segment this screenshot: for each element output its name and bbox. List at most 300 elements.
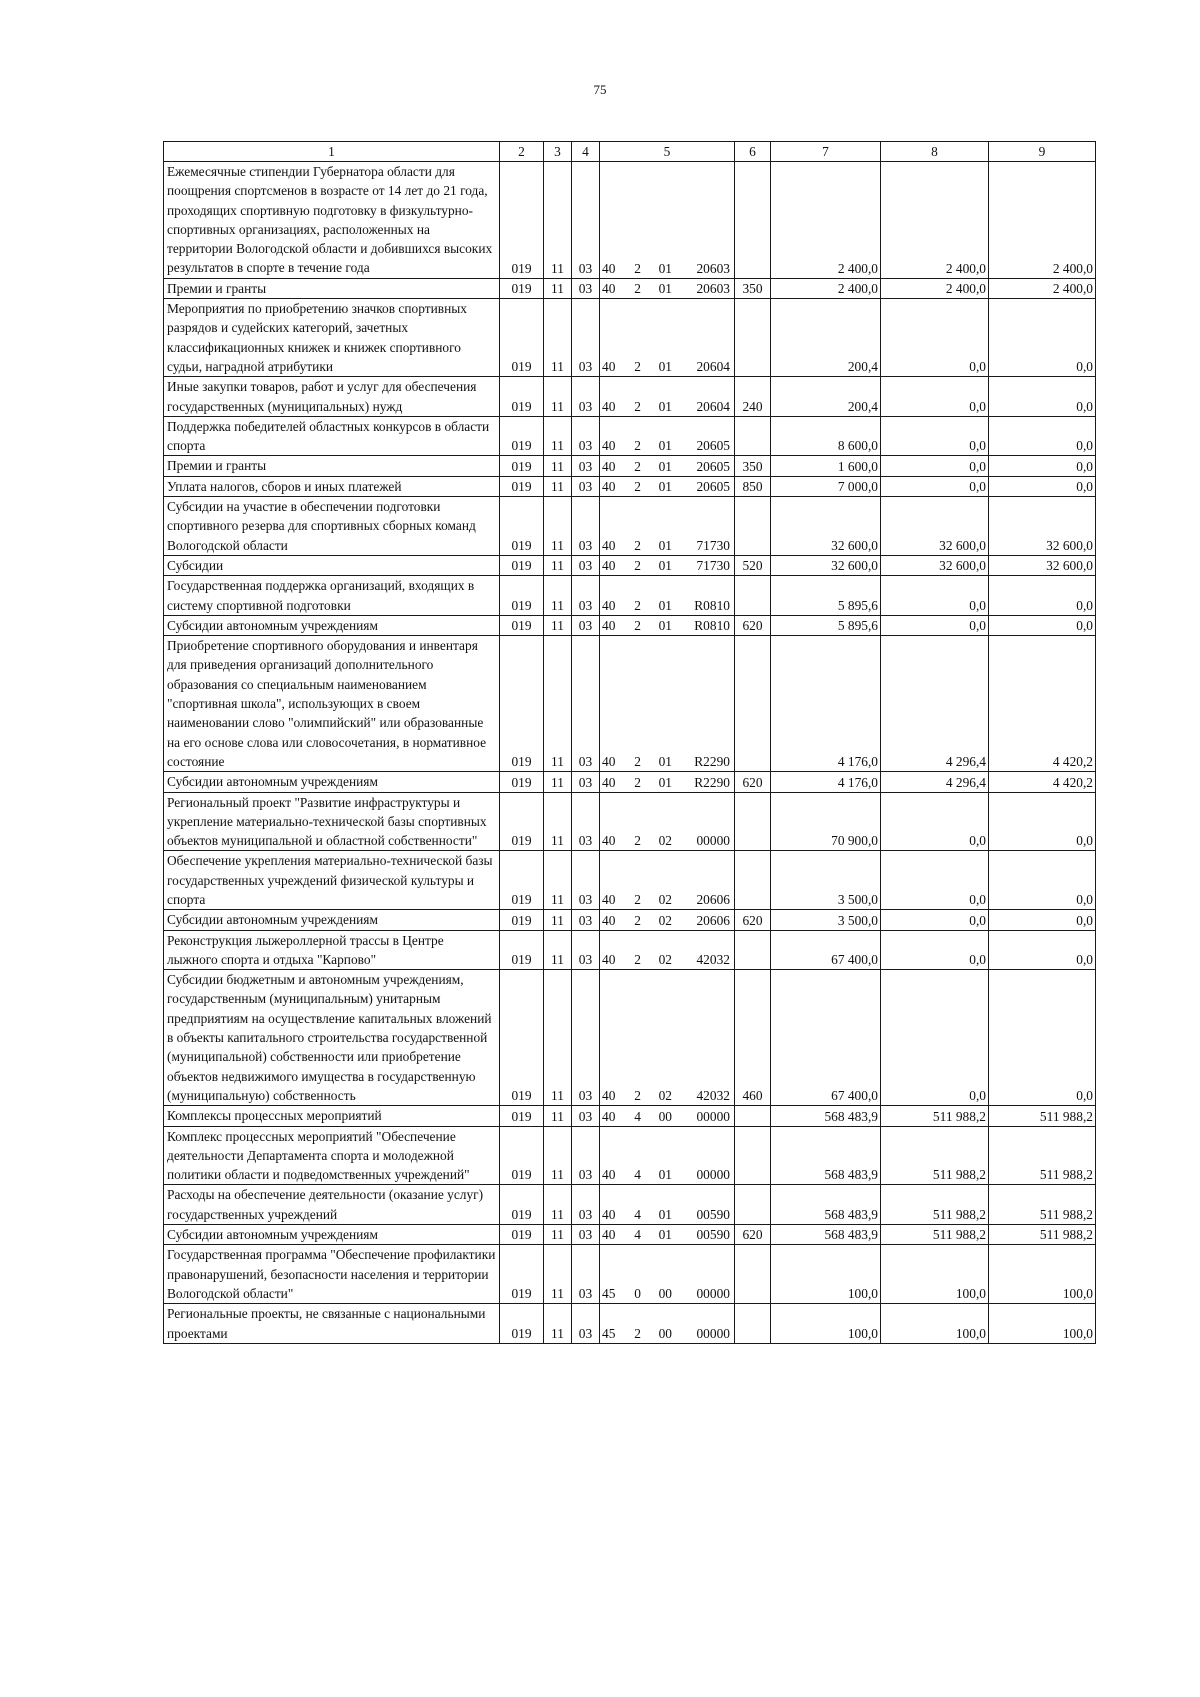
row-amount-col9: 0,0: [989, 576, 1096, 616]
row-section-code: 11: [544, 910, 572, 930]
row-target-code: [600, 1106, 735, 1126]
row-target-type: 2: [634, 754, 641, 770]
row-admin-code: 019: [500, 1106, 544, 1126]
row-expense-type: [735, 1185, 771, 1225]
page-number: 75: [593, 82, 607, 97]
row-amount-col9: 511 988,2: [989, 1126, 1096, 1185]
row-amount-col9: 0,0: [989, 930, 1096, 970]
row-section-code: 11: [544, 636, 572, 772]
table-row: [164, 1225, 1096, 1245]
header-col-2: 2: [500, 142, 544, 162]
row-admin-code: 019: [500, 456, 544, 476]
row-subsection-code: 03: [572, 576, 600, 616]
row-target-code: [600, 162, 735, 279]
table-row: [164, 1185, 1096, 1225]
row-amount-col8: 2 400,0: [881, 162, 989, 279]
table-body: [164, 162, 1096, 1344]
row-amount-col8: 0,0: [881, 792, 989, 851]
row-target-structure: 01: [658, 597, 672, 613]
row-target-structure: 01: [658, 558, 672, 574]
row-target-program: 40: [602, 398, 616, 414]
row-target-code: [600, 615, 735, 635]
row-amount-col8: 0,0: [881, 377, 989, 417]
row-target-direction: 20605: [696, 438, 730, 454]
row-amount-col9: 100,0: [989, 1304, 1096, 1344]
row-admin-code: 019: [500, 615, 544, 635]
row-target-program: 40: [602, 260, 616, 276]
row-target-structure: 00: [658, 1325, 672, 1341]
row-target-program: 40: [602, 754, 616, 770]
row-admin-code: 019: [500, 162, 544, 279]
header-col-9: 9: [989, 142, 1096, 162]
row-amount-col9: 0,0: [989, 377, 1096, 417]
row-target-structure: 01: [658, 618, 672, 634]
row-target-code: [600, 555, 735, 575]
row-expense-type: [735, 636, 771, 772]
row-description: Региональные проекты, не связанные с национальными проектами: [164, 1304, 500, 1344]
row-target-type: 2: [634, 774, 641, 790]
row-target-code: [600, 910, 735, 930]
row-target-structure: 01: [658, 754, 672, 770]
row-amount-col9: 0,0: [989, 970, 1096, 1106]
row-target-direction: 20603: [696, 260, 730, 276]
row-admin-code: 019: [500, 1126, 544, 1185]
row-subsection-code: 03: [572, 1304, 600, 1344]
row-target-program: 40: [602, 359, 616, 375]
table-row: [164, 792, 1096, 851]
row-amount-col7: 32 600,0: [771, 555, 881, 575]
row-amount-col9: 0,0: [989, 851, 1096, 910]
row-target-type: 2: [634, 359, 641, 375]
row-target-code: [600, 970, 735, 1106]
row-expense-type: 350: [735, 278, 771, 298]
table-row: [164, 1106, 1096, 1126]
row-target-structure: 02: [658, 833, 672, 849]
row-description: Субсидии: [164, 555, 500, 575]
row-amount-col8: 511 988,2: [881, 1185, 989, 1225]
row-amount-col7: 3 500,0: [771, 851, 881, 910]
row-target-type: 2: [634, 281, 641, 297]
row-amount-col7: 100,0: [771, 1245, 881, 1304]
row-target-type: 2: [634, 458, 641, 474]
table-row: [164, 299, 1096, 377]
row-amount-col9: 4 420,2: [989, 636, 1096, 772]
row-expense-type: [735, 162, 771, 279]
row-amount-col7: 7 000,0: [771, 476, 881, 496]
row-amount-col7: 568 483,9: [771, 1126, 881, 1185]
header-col-6: 6: [735, 142, 771, 162]
row-subsection-code: 03: [572, 555, 600, 575]
header-col-7: 7: [771, 142, 881, 162]
row-admin-code: 019: [500, 278, 544, 298]
row-subsection-code: 03: [572, 970, 600, 1106]
row-target-program: 45: [602, 1286, 616, 1302]
row-target-structure: 00: [658, 1286, 672, 1302]
row-target-direction: 00000: [696, 1108, 730, 1124]
row-target-type: 2: [634, 892, 641, 908]
row-expense-type: [735, 792, 771, 851]
row-amount-col7: 200,4: [771, 377, 881, 417]
row-amount-col8: 0,0: [881, 615, 989, 635]
table-row: [164, 278, 1096, 298]
row-admin-code: 019: [500, 636, 544, 772]
table-row: [164, 377, 1096, 417]
row-description: Иные закупки товаров, работ и услуг для обеспечения государственных (муниципальных) нужд: [164, 377, 500, 417]
row-subsection-code: 03: [572, 930, 600, 970]
row-description: Премии и гранты: [164, 278, 500, 298]
row-target-type: 4: [634, 1227, 641, 1243]
row-section-code: 11: [544, 930, 572, 970]
budget-table: [163, 141, 1096, 1344]
row-section-code: 11: [544, 416, 572, 456]
row-target-code: [600, 1126, 735, 1185]
row-description: Уплата налогов, сборов и иных платежей: [164, 476, 500, 496]
row-target-code: [600, 851, 735, 910]
table-row: [164, 851, 1096, 910]
row-target-program: 40: [602, 479, 616, 495]
row-section-code: 11: [544, 476, 572, 496]
row-target-direction: 00000: [696, 833, 730, 849]
row-description: Комплекс процессных мероприятий "Обеспечение деятельности Департамента спорта и молодежной политики области и подведомственных учреждений": [164, 1126, 500, 1185]
row-target-direction: 00590: [696, 1207, 730, 1223]
row-target-program: 40: [602, 1108, 616, 1124]
row-section-code: 11: [544, 299, 572, 377]
row-admin-code: 019: [500, 970, 544, 1106]
table-row: [164, 416, 1096, 456]
row-description: Обеспечение укрепления материально-технической базы государственных учреждений физической культуры и спорта: [164, 851, 500, 910]
row-expense-type: [735, 1126, 771, 1185]
row-admin-code: 019: [500, 1245, 544, 1304]
row-target-code: [600, 278, 735, 298]
row-section-code: 11: [544, 456, 572, 476]
row-target-code: [600, 1304, 735, 1344]
row-subsection-code: 03: [572, 1106, 600, 1126]
row-target-structure: 01: [658, 1167, 672, 1183]
row-amount-col9: 0,0: [989, 615, 1096, 635]
row-description: Субсидии автономным учреждениям: [164, 615, 500, 635]
row-description: Субсидии автономным учреждениям: [164, 910, 500, 930]
row-amount-col8: 4 296,4: [881, 636, 989, 772]
row-target-program: 40: [602, 618, 616, 634]
row-target-code: [600, 377, 735, 417]
row-description: Мероприятия по приобретению значков спортивных разрядов и судейских категорий, зачетных классификационных книжек и книжек спортивного судьи, наградной атрибутики: [164, 299, 500, 377]
row-target-direction: 71730: [696, 537, 730, 553]
row-amount-col9: 100,0: [989, 1245, 1096, 1304]
row-target-code: [600, 456, 735, 476]
row-description: Субсидии автономным учреждениям: [164, 1225, 500, 1245]
row-description: Премии и гранты: [164, 456, 500, 476]
row-admin-code: 019: [500, 555, 544, 575]
row-expense-type: [735, 851, 771, 910]
row-subsection-code: 03: [572, 416, 600, 456]
row-target-structure: 00: [658, 1108, 672, 1124]
table-row: [164, 1126, 1096, 1185]
row-target-direction: 42032: [696, 1088, 730, 1104]
row-amount-col7: 4 176,0: [771, 772, 881, 792]
row-target-program: 40: [602, 438, 616, 454]
header-col-8: 8: [881, 142, 989, 162]
row-amount-col7: 568 483,9: [771, 1225, 881, 1245]
row-amount-col9: 0,0: [989, 910, 1096, 930]
table-header-row: [164, 142, 1096, 162]
row-target-structure: 01: [658, 260, 672, 276]
row-target-structure: 02: [658, 912, 672, 928]
row-target-direction: R0810: [694, 597, 730, 613]
row-target-program: 40: [602, 1088, 616, 1104]
row-target-type: 2: [634, 618, 641, 634]
row-target-structure: 01: [658, 281, 672, 297]
row-section-code: 11: [544, 851, 572, 910]
row-target-direction: 20603: [696, 281, 730, 297]
row-amount-col8: 0,0: [881, 851, 989, 910]
row-target-structure: 01: [658, 458, 672, 474]
row-admin-code: 019: [500, 497, 544, 556]
row-target-program: 40: [602, 558, 616, 574]
row-expense-type: [735, 1106, 771, 1126]
row-amount-col8: 0,0: [881, 576, 989, 616]
row-section-code: 11: [544, 1106, 572, 1126]
row-amount-col8: 2 400,0: [881, 278, 989, 298]
row-target-type: 2: [634, 597, 641, 613]
row-amount-col7: 67 400,0: [771, 930, 881, 970]
table-row: [164, 1304, 1096, 1344]
row-amount-col9: 32 600,0: [989, 497, 1096, 556]
row-target-structure: 01: [658, 537, 672, 553]
row-amount-col8: 0,0: [881, 970, 989, 1106]
row-expense-type: [735, 299, 771, 377]
row-target-structure: 02: [658, 1088, 672, 1104]
row-expense-type: 350: [735, 456, 771, 476]
row-subsection-code: 03: [572, 377, 600, 417]
row-target-program: 40: [602, 281, 616, 297]
row-subsection-code: 03: [572, 162, 600, 279]
row-admin-code: 019: [500, 476, 544, 496]
row-expense-type: 620: [735, 910, 771, 930]
row-amount-col7: 568 483,9: [771, 1185, 881, 1225]
row-description: Региональный проект "Развитие инфраструктуры и укрепление материально-технической базы спортивных объектов муниципальной и областной собственности": [164, 792, 500, 851]
row-description: Комплексы процессных мероприятий: [164, 1106, 500, 1126]
row-target-type: 2: [634, 479, 641, 495]
row-target-program: 40: [602, 1207, 616, 1223]
row-expense-type: 620: [735, 772, 771, 792]
row-target-type: 2: [634, 1088, 641, 1104]
row-amount-col9: 511 988,2: [989, 1106, 1096, 1126]
row-amount-col9: 511 988,2: [989, 1185, 1096, 1225]
row-target-code: [600, 476, 735, 496]
row-target-code: [600, 772, 735, 792]
row-amount-col9: 0,0: [989, 792, 1096, 851]
row-target-direction: R2290: [694, 754, 730, 770]
table-row: [164, 1245, 1096, 1304]
row-section-code: 11: [544, 772, 572, 792]
row-target-program: 40: [602, 1167, 616, 1183]
row-target-code: [600, 1225, 735, 1245]
row-target-structure: 01: [658, 774, 672, 790]
row-amount-col7: 4 176,0: [771, 636, 881, 772]
row-target-code: [600, 1245, 735, 1304]
row-amount-col7: 1 600,0: [771, 456, 881, 476]
row-target-direction: 71730: [696, 558, 730, 574]
row-target-structure: 01: [658, 398, 672, 414]
table-row: [164, 476, 1096, 496]
row-section-code: 11: [544, 970, 572, 1106]
row-expense-type: [735, 930, 771, 970]
row-amount-col8: 0,0: [881, 299, 989, 377]
row-expense-type: 620: [735, 615, 771, 635]
row-target-type: 2: [634, 912, 641, 928]
row-target-type: 4: [634, 1167, 641, 1183]
row-description: Поддержка победителей областных конкурсов в области спорта: [164, 416, 500, 456]
row-expense-type: 460: [735, 970, 771, 1106]
row-amount-col9: 0,0: [989, 476, 1096, 496]
row-admin-code: 019: [500, 772, 544, 792]
table-row: [164, 772, 1096, 792]
row-target-code: [600, 416, 735, 456]
row-admin-code: 019: [500, 299, 544, 377]
row-subsection-code: 03: [572, 636, 600, 772]
row-target-type: 2: [634, 833, 641, 849]
row-target-type: 2: [634, 398, 641, 414]
table-row: [164, 910, 1096, 930]
row-admin-code: 019: [500, 377, 544, 417]
row-amount-col9: 511 988,2: [989, 1225, 1096, 1245]
row-section-code: 11: [544, 615, 572, 635]
row-section-code: 11: [544, 555, 572, 575]
row-target-structure: 02: [658, 952, 672, 968]
row-expense-type: [735, 576, 771, 616]
row-amount-col7: 67 400,0: [771, 970, 881, 1106]
row-admin-code: 019: [500, 1185, 544, 1225]
row-amount-col8: 100,0: [881, 1304, 989, 1344]
header-col-1: 1: [164, 142, 500, 162]
row-amount-col8: 0,0: [881, 456, 989, 476]
row-description: Субсидии бюджетным и автономным учреждениям, государственным (муниципальным) унитарным предприятиям на осуществление капитальных вложений в объекты капитального строительства государственной (муниципальной) собственности или приобретение объектов недвижимого имущества в государственную (муниципальную) собственность: [164, 970, 500, 1106]
row-target-type: 2: [634, 952, 641, 968]
row-amount-col8: 0,0: [881, 476, 989, 496]
row-description: Субсидии автономным учреждениям: [164, 772, 500, 792]
row-section-code: 11: [544, 1126, 572, 1185]
row-target-structure: 02: [658, 892, 672, 908]
row-target-program: 40: [602, 597, 616, 613]
row-target-code: [600, 636, 735, 772]
row-amount-col8: 4 296,4: [881, 772, 989, 792]
row-section-code: 11: [544, 162, 572, 279]
row-section-code: 11: [544, 377, 572, 417]
row-target-direction: 20604: [696, 359, 730, 375]
row-target-program: 40: [602, 774, 616, 790]
row-description: Государственная поддержка организаций, входящих в систему спортивной подготовки: [164, 576, 500, 616]
row-target-type: 2: [634, 438, 641, 454]
row-target-type: 4: [634, 1108, 641, 1124]
row-amount-col8: 0,0: [881, 930, 989, 970]
row-target-direction: 00000: [696, 1286, 730, 1302]
row-subsection-code: 03: [572, 476, 600, 496]
row-target-direction: 20604: [696, 398, 730, 414]
table-row: [164, 970, 1096, 1106]
row-target-type: 2: [634, 260, 641, 276]
row-subsection-code: 03: [572, 1185, 600, 1225]
row-amount-col7: 2 400,0: [771, 278, 881, 298]
row-section-code: 11: [544, 278, 572, 298]
row-amount-col7: 8 600,0: [771, 416, 881, 456]
row-amount-col8: 511 988,2: [881, 1225, 989, 1245]
row-target-program: 40: [602, 912, 616, 928]
table-row: [164, 615, 1096, 635]
row-target-structure: 01: [658, 359, 672, 375]
row-target-structure: 01: [658, 438, 672, 454]
row-admin-code: 019: [500, 576, 544, 616]
row-amount-col7: 100,0: [771, 1304, 881, 1344]
row-target-structure: 01: [658, 479, 672, 495]
row-amount-col8: 32 600,0: [881, 555, 989, 575]
row-target-direction: 20606: [696, 912, 730, 928]
table-row: [164, 162, 1096, 279]
table-row: [164, 636, 1096, 772]
row-target-direction: 42032: [696, 952, 730, 968]
table-row: [164, 497, 1096, 556]
row-subsection-code: 03: [572, 772, 600, 792]
row-amount-col9: 0,0: [989, 416, 1096, 456]
header-col-5: 5: [600, 142, 735, 162]
row-description: Государственная программа "Обеспечение профилактики правонарушений, безопасности населения и территории Вологодской области": [164, 1245, 500, 1304]
row-target-program: 45: [602, 1325, 616, 1341]
row-target-code: [600, 792, 735, 851]
row-amount-col7: 5 895,6: [771, 576, 881, 616]
row-target-direction: 20606: [696, 892, 730, 908]
header-col-4: 4: [572, 142, 600, 162]
row-description: Ежемесячные стипендии Губернатора области для поощрения спортсменов в возрасте от 14 лет до 21 года, проходящих спортивную подготовку в физкультурно-спортивных организациях, расположенных на территории Вологодской области и добившихся высоких результатов в спорте в течение года: [164, 162, 500, 279]
row-target-code: [600, 1185, 735, 1225]
row-target-program: 40: [602, 458, 616, 474]
row-target-structure: 01: [658, 1227, 672, 1243]
row-subsection-code: 03: [572, 851, 600, 910]
row-expense-type: 240: [735, 377, 771, 417]
row-subsection-code: 03: [572, 497, 600, 556]
row-target-direction: 20605: [696, 479, 730, 495]
row-target-direction: R2290: [694, 774, 730, 790]
row-target-type: 2: [634, 558, 641, 574]
row-amount-col8: 0,0: [881, 416, 989, 456]
row-admin-code: 019: [500, 1225, 544, 1245]
row-amount-col9: 0,0: [989, 299, 1096, 377]
row-amount-col9: 2 400,0: [989, 278, 1096, 298]
row-target-structure: 01: [658, 1207, 672, 1223]
row-target-type: 0: [634, 1286, 641, 1302]
row-section-code: 11: [544, 1304, 572, 1344]
row-amount-col7: 3 500,0: [771, 910, 881, 930]
row-expense-type: 850: [735, 476, 771, 496]
row-amount-col7: 2 400,0: [771, 162, 881, 279]
row-amount-col9: 32 600,0: [989, 555, 1096, 575]
row-expense-type: [735, 1304, 771, 1344]
row-description: Расходы на обеспечение деятельности (оказание услуг) государственных учреждений: [164, 1185, 500, 1225]
row-subsection-code: 03: [572, 1225, 600, 1245]
row-section-code: 11: [544, 497, 572, 556]
row-amount-col8: 32 600,0: [881, 497, 989, 556]
row-amount-col8: 100,0: [881, 1245, 989, 1304]
row-subsection-code: 03: [572, 456, 600, 476]
row-amount-col8: 511 988,2: [881, 1126, 989, 1185]
row-subsection-code: 03: [572, 278, 600, 298]
row-target-program: 40: [602, 952, 616, 968]
row-expense-type: 620: [735, 1225, 771, 1245]
row-amount-col9: 4 420,2: [989, 772, 1096, 792]
row-target-type: 4: [634, 1207, 641, 1223]
row-admin-code: 019: [500, 910, 544, 930]
row-subsection-code: 03: [572, 792, 600, 851]
row-target-direction: 00590: [696, 1227, 730, 1243]
row-subsection-code: 03: [572, 299, 600, 377]
